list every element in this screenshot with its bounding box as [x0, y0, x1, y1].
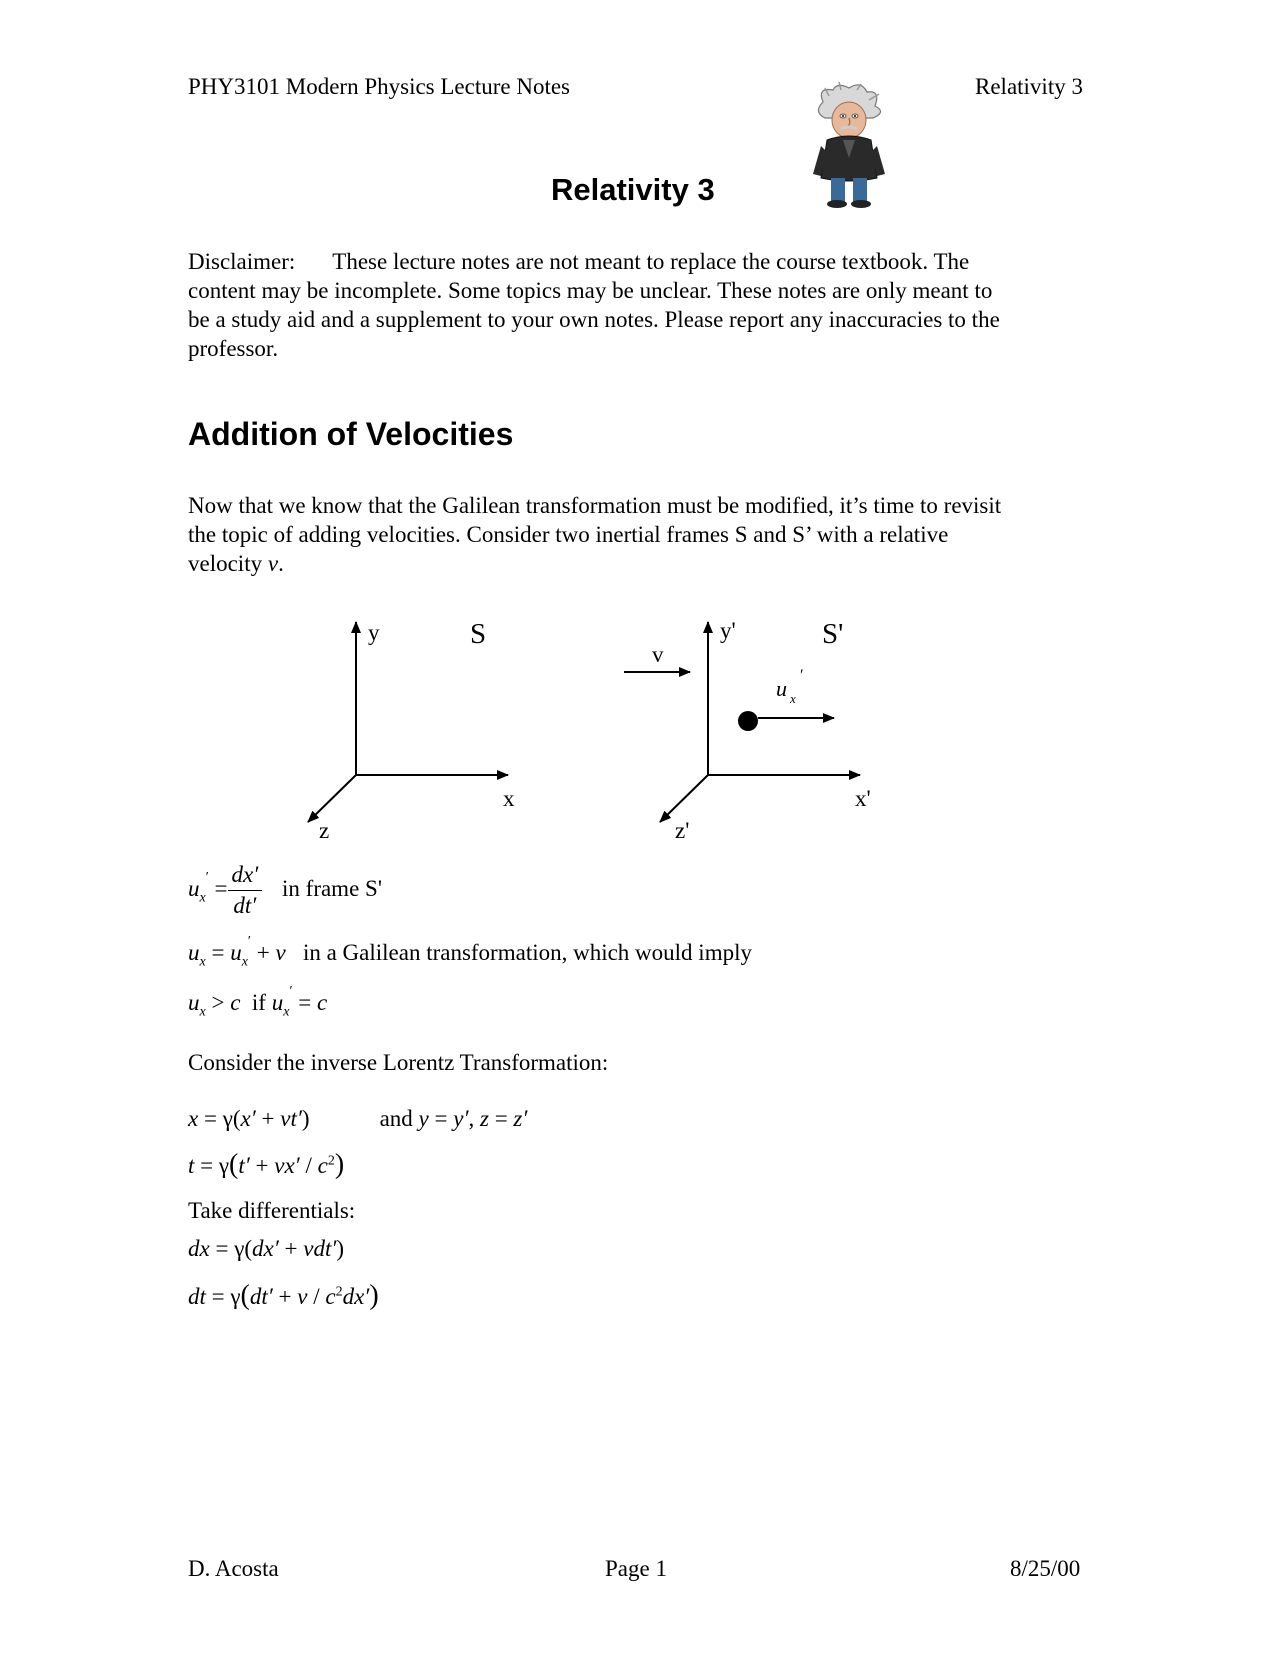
disclaimer-line-4: professor. — [188, 336, 279, 361]
intro-line-2: the topic of adding velocities. Consider two inertial frames S and S’ with a relative — [188, 522, 949, 547]
intro-line-1: Now that we know that the Galilean transformation must be modified, it’s time to revisit — [188, 493, 1002, 518]
equation-dt: dt = $\gamma(dt' + v / c^2dx')$ — [188, 1280, 379, 1311]
frame-s-name: S — [470, 618, 487, 650]
disclaimer-block — [188, 247, 1088, 363]
frame-s-z-label: z — [319, 818, 330, 843]
disclaimer-label: Disclaimer: — [188, 249, 296, 274]
intro-line-3-prefix: velocity — [188, 551, 268, 576]
header-lecture-title: Relativity 3 — [975, 74, 1083, 99]
equation-dx: dx = γ(dx′ + vdt′) — [188, 1236, 345, 1261]
frame-s-prime-y-label: y' — [720, 618, 736, 643]
footer-author: D. Acosta — [188, 1556, 279, 1581]
reference-frames-diagram — [0, 600, 1280, 860]
equation-2-text: in a Galilean transformation, which would imply — [302, 940, 752, 965]
einstein-cartoon-icon — [805, 82, 895, 212]
frame-s-prime-z-label: z' — [675, 818, 690, 843]
disclaimer-line-1 — [188, 247, 1088, 276]
intro-paragraph — [188, 491, 1088, 578]
equation-3-if: if — [251, 990, 266, 1015]
relative-velocity-label: v — [652, 642, 664, 667]
frame-s-z-axis — [308, 775, 356, 822]
footer-page-number: Page 1 — [605, 1556, 667, 1581]
take-differentials-text: Take differentials: — [188, 1198, 356, 1223]
frame-s-prime-name: S' — [822, 618, 844, 650]
inverse-lorentz-intro: Consider the inverse Lorentz Transformation: — [188, 1050, 609, 1075]
section-title: Addition of Velocities — [188, 416, 514, 452]
equation-exceeds-c: $u_x > c$ if $u_x' = c$ — [188, 984, 328, 1020]
equation-and-text: and — [379, 1106, 413, 1131]
frame-s-y-label: y — [368, 620, 380, 645]
equation-galilean-addition: $u_x = u_x' + v$ in a Galilean transformation, which would imply — [188, 934, 752, 970]
particle-dot — [738, 711, 758, 731]
intro-line-3 — [188, 549, 1088, 578]
particle-velocity-subscript: x — [790, 691, 796, 706]
intro-line-3-suffix: . — [278, 551, 284, 576]
frame-s-prime-z-axis — [660, 775, 708, 822]
frame-s-prime-x-label: x' — [855, 786, 871, 811]
intro-velocity-var: v — [267, 551, 279, 576]
frame-s-x-label: x — [503, 786, 515, 811]
equation-ux-prime: $u_x'$ = $\frac{dx'}{dt'}$ in frame S' — [188, 862, 382, 918]
equation-inverse-x: x = γ(x′ + vt′) and y = y′, z = z′ — [188, 1106, 528, 1131]
page-title: Relativity 3 — [551, 172, 715, 207]
equation-1-frame-text: in frame S' — [282, 875, 382, 901]
frame-s-prime-axes — [660, 618, 871, 843]
disclaimer-line-3: be a study aid and a supplement to your own notes. Please report any inaccuracies to the — [188, 307, 1000, 332]
disclaimer-text-1: These lecture notes are not meant to replace the course textbook. The — [332, 249, 970, 274]
disclaimer-line-2: content may be incomplete. Some topics may be unclear. These notes are only meant to — [188, 278, 993, 303]
equation-inverse-t: $t = \gamma(t' + vx' / c^2)$ — [188, 1149, 345, 1180]
header-course-title: PHY3101 Modern Physics Lecture Notes — [188, 74, 571, 99]
frame-s-axes — [308, 618, 515, 843]
particle-velocity-prime: ′ — [800, 667, 804, 684]
particle-velocity-label: u — [776, 676, 787, 701]
footer-date: 8/25/00 — [1010, 1556, 1081, 1581]
